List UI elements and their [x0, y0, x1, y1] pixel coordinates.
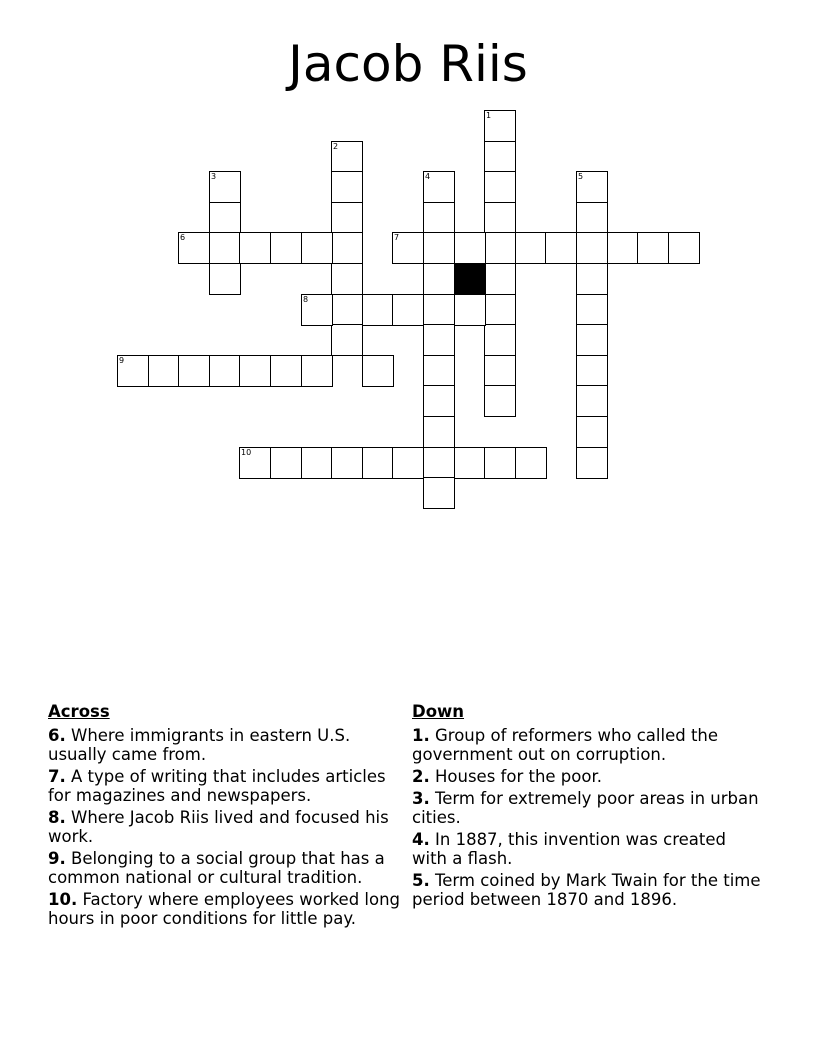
grid-cell[interactable]	[209, 232, 241, 264]
grid-cell[interactable]	[178, 355, 210, 387]
grid-cell[interactable]	[331, 232, 363, 264]
cell-number: 7	[394, 233, 400, 242]
grid-cell[interactable]	[484, 232, 516, 264]
grid-cell[interactable]	[239, 232, 271, 264]
grid-cell[interactable]	[576, 447, 608, 479]
grid-cell[interactable]	[454, 447, 486, 479]
cell-number: 1	[486, 111, 492, 120]
cell-number: 9	[119, 356, 125, 365]
grid-cell[interactable]	[515, 232, 547, 264]
grid-cell[interactable]	[423, 202, 455, 234]
clue-number: 2.	[412, 767, 430, 786]
grid-cell[interactable]	[668, 232, 700, 264]
grid-cell[interactable]	[331, 171, 363, 203]
grid-cell[interactable]	[576, 263, 608, 295]
grid-cell[interactable]	[607, 232, 639, 264]
clue-text: Houses for the poor.	[435, 767, 602, 786]
grid-cell[interactable]	[515, 447, 547, 479]
clue-text: Where immigrants in eastern U.S. usually came from.	[48, 726, 351, 764]
grid-cell[interactable]	[484, 171, 516, 203]
cell-number: 4	[425, 172, 431, 181]
grid-block-cell	[454, 263, 486, 295]
grid-cell[interactable]	[423, 385, 455, 417]
grid-cell[interactable]	[239, 355, 271, 387]
grid-cell[interactable]	[270, 447, 302, 479]
grid-cell[interactable]	[576, 232, 608, 264]
cell-number: 8	[303, 295, 309, 304]
down-clue-5	[412, 871, 762, 909]
grid-cell[interactable]	[362, 294, 394, 326]
grid-cell[interactable]	[545, 232, 577, 264]
grid-cell[interactable]	[148, 355, 180, 387]
grid-cell[interactable]	[301, 447, 333, 479]
clue-text: In 1887, this invention was created with a flash.	[412, 830, 726, 868]
clue-number: 3.	[412, 789, 430, 808]
down-clues	[412, 702, 762, 912]
grid-cell[interactable]	[423, 416, 455, 448]
across-clue-8	[48, 808, 408, 846]
grid-cell[interactable]	[362, 447, 394, 479]
cell-number: 3	[211, 172, 217, 181]
grid-cell[interactable]	[637, 232, 669, 264]
grid-cell[interactable]	[454, 294, 486, 326]
cell-number: 2	[333, 142, 339, 151]
clue-number: 10.	[48, 890, 78, 909]
down-clue-3	[412, 789, 762, 827]
grid-cell[interactable]	[423, 447, 455, 479]
cell-number: 6	[180, 233, 186, 242]
clue-text: Belonging to a social group that has a common national or cultural tradition.	[48, 849, 385, 887]
clue-number: 1.	[412, 726, 430, 745]
grid-cell[interactable]	[576, 355, 608, 387]
down-clue-4	[412, 830, 762, 868]
grid-cell[interactable]	[484, 263, 516, 295]
clue-text: Factory where employees worked long hours in poor conditions for little pay.	[48, 890, 401, 928]
cell-number: 10	[241, 448, 252, 457]
clue-text: Group of reformers who called the government out on corruption.	[412, 726, 719, 764]
grid-cell[interactable]	[576, 385, 608, 417]
clue-number: 7.	[48, 767, 66, 786]
grid-cell[interactable]	[209, 263, 241, 295]
grid-cell[interactable]	[423, 477, 455, 509]
grid-cell[interactable]	[484, 294, 516, 326]
grid-cell[interactable]	[331, 294, 363, 326]
across-clue-9	[48, 849, 408, 887]
clue-number: 8.	[48, 808, 66, 827]
grid-cell[interactable]	[270, 232, 302, 264]
across-clue-10	[48, 890, 408, 928]
grid-cell[interactable]	[484, 355, 516, 387]
clue-text: Where Jacob Riis lived and focused his work.	[48, 808, 389, 846]
across-heading: Across	[48, 702, 110, 721]
clue-number: 4.	[412, 830, 430, 849]
grid-cell[interactable]	[270, 355, 302, 387]
grid-cell[interactable]	[392, 294, 424, 326]
puzzle-title: Jacob Riis	[288, 35, 528, 93]
grid-cell[interactable]	[484, 324, 516, 356]
grid-cell[interactable]	[576, 202, 608, 234]
grid-cell[interactable]	[423, 355, 455, 387]
grid-cell[interactable]	[576, 324, 608, 356]
grid-cell[interactable]	[362, 355, 394, 387]
across-clue-6	[48, 726, 408, 764]
grid-cell[interactable]	[392, 447, 424, 479]
grid-cell[interactable]	[423, 263, 455, 295]
grid-cell[interactable]	[209, 202, 241, 234]
clue-number: 5.	[412, 871, 430, 890]
grid-cell[interactable]	[454, 232, 486, 264]
grid-cell[interactable]	[484, 141, 516, 173]
grid-cell[interactable]	[209, 355, 241, 387]
across-clue-7	[48, 767, 408, 805]
clue-text: A type of writing that includes articles for magazines and newspapers.	[48, 767, 386, 805]
clue-number: 9.	[48, 849, 66, 868]
down-clue-2	[412, 767, 762, 786]
clue-text: Term for extremely poor areas in urban cities.	[412, 789, 759, 827]
grid-cell[interactable]	[331, 202, 363, 234]
grid-cell[interactable]	[301, 232, 333, 264]
grid-cell[interactable]	[423, 232, 455, 264]
down-clue-1	[412, 726, 762, 764]
grid-cell[interactable]	[331, 263, 363, 295]
cell-number: 5	[578, 172, 584, 181]
grid-cell[interactable]	[484, 385, 516, 417]
clue-number: 6.	[48, 726, 66, 745]
grid-cell[interactable]	[484, 202, 516, 234]
grid-cell[interactable]	[576, 294, 608, 326]
grid-cell[interactable]	[423, 324, 455, 356]
grid-cell[interactable]	[331, 447, 363, 479]
grid-cell[interactable]	[484, 447, 516, 479]
grid-cell[interactable]	[423, 294, 455, 326]
across-clues	[48, 702, 408, 931]
down-heading: Down	[412, 702, 465, 721]
grid-cell[interactable]	[301, 355, 333, 387]
grid-cell[interactable]	[331, 324, 363, 356]
grid-cell[interactable]	[576, 416, 608, 448]
clue-text: Term coined by Mark Twain for the time period between 1870 and 1896.	[412, 871, 761, 909]
